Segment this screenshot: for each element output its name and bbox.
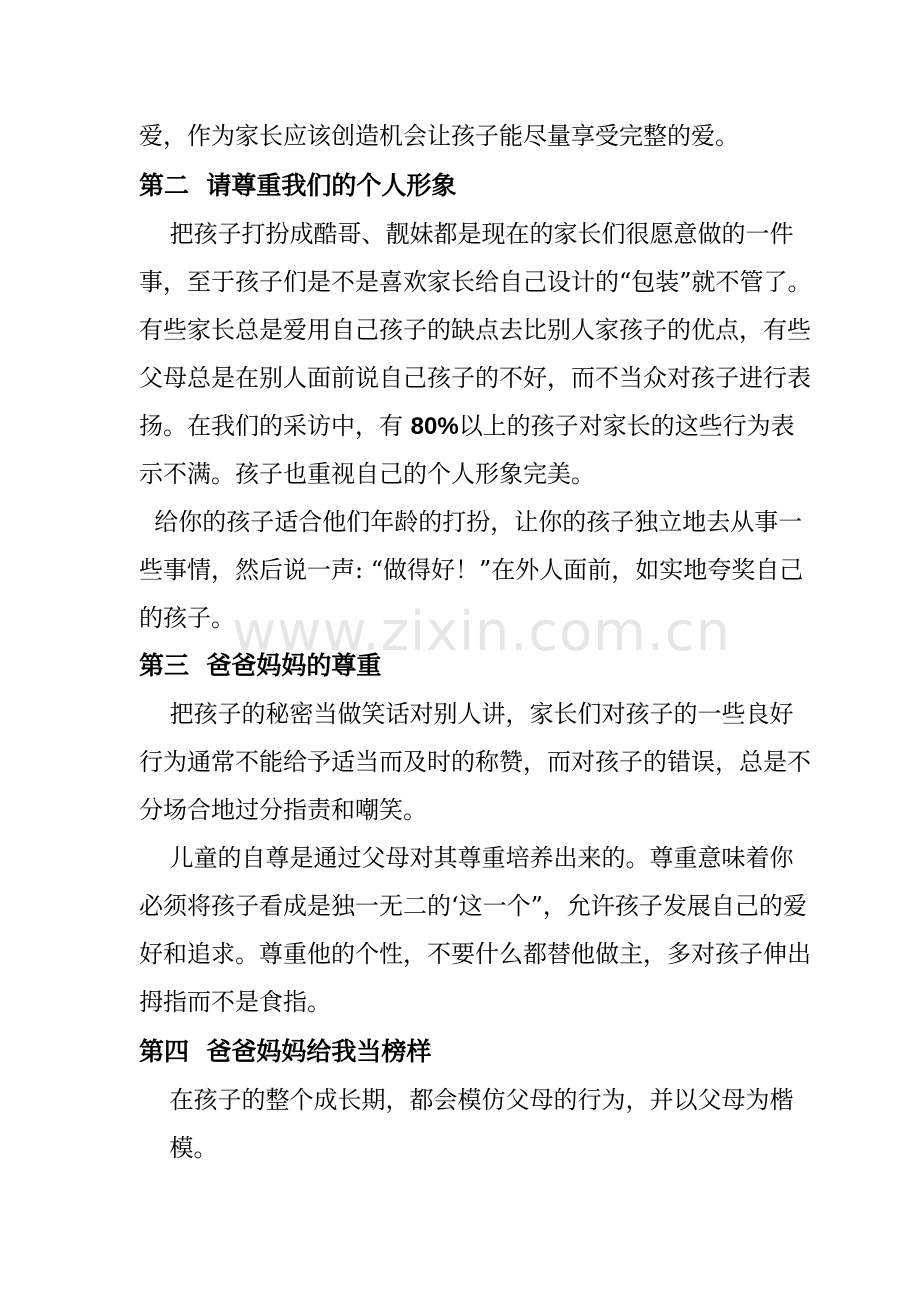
paragraph-line: 儿童的自尊是通过父母对其尊重培养出来的。尊重意味着你 xyxy=(139,844,794,872)
paragraph-line: 在孩子的整个成长期，都会模仿父母的行为，并以父母为楷 xyxy=(139,1086,794,1114)
section-heading-2: 第二 请尊重我们的个人形象 xyxy=(139,171,457,200)
paragraph-line: 父母总是在别人面前说自己孩子的不好，而不当众对孩子进行表 xyxy=(139,364,811,392)
intro-line: 爱，作为家长应该创造机会让孩子能尽量享受完整的爱。 xyxy=(139,122,739,150)
paragraph-line: 拇指而不是食指。 xyxy=(139,988,331,1016)
paragraph-line: 行为通常不能给予适当而及时的称赞，而对孩子的错误，总是不 xyxy=(139,748,811,776)
paragraph-line: 有些家长总是爱用自己孩子的缺点去比别人家孩子的优点，有些 xyxy=(139,316,811,344)
paragraph-line: 的孩子。 xyxy=(139,604,235,632)
paragraph-line: 把孩子打扮成酷哥、靓妹都是现在的家长们很愿意做的一件 xyxy=(139,220,794,248)
watermark: www.zixin.com.cn xyxy=(232,600,731,663)
text-segment: 扬。在我们的采访中，有 xyxy=(139,412,411,440)
paragraph-line: 分场合地过分指责和嘲笑。 xyxy=(139,796,427,824)
paragraph-line: 给你的孩子适合他们年龄的打扮，让你的孩子独立地去从事一 xyxy=(139,508,803,536)
section-heading-3: 第三 爸爸妈妈的尊重 xyxy=(139,651,382,680)
paragraph-line: 事，至于孩子们是不是喜欢家长给自己设计的“包装”就不管了。 xyxy=(139,268,812,296)
percentage-value: 80% xyxy=(410,413,459,440)
paragraph-line: 模。 xyxy=(139,1134,218,1162)
paragraph-line: 示不满。孩子也重视自己的个人形象完美。 xyxy=(139,460,595,488)
section-heading-4: 第四 爸爸妈妈给我当榜样 xyxy=(139,1037,432,1066)
paragraph-line: 把孩子的秘密当做笑话对别人讲，家长们对孩子的一些良好 xyxy=(139,700,794,728)
paragraph-line xyxy=(139,406,795,447)
paragraph-line: 好和追求。尊重他的个性，不要什么都替他做主，多对孩子伸出 xyxy=(139,940,811,968)
text-segment: 以上的孩子对家长的这些行为表 xyxy=(458,412,795,440)
paragraph-line: 必须将孩子看成是独一无二的‘这一个”，允许孩子发展自己的爱 xyxy=(139,892,807,920)
paragraph-line: 些事情，然后说一声: “做得好！”在外人面前，如实地夸奖自己 xyxy=(139,556,804,584)
